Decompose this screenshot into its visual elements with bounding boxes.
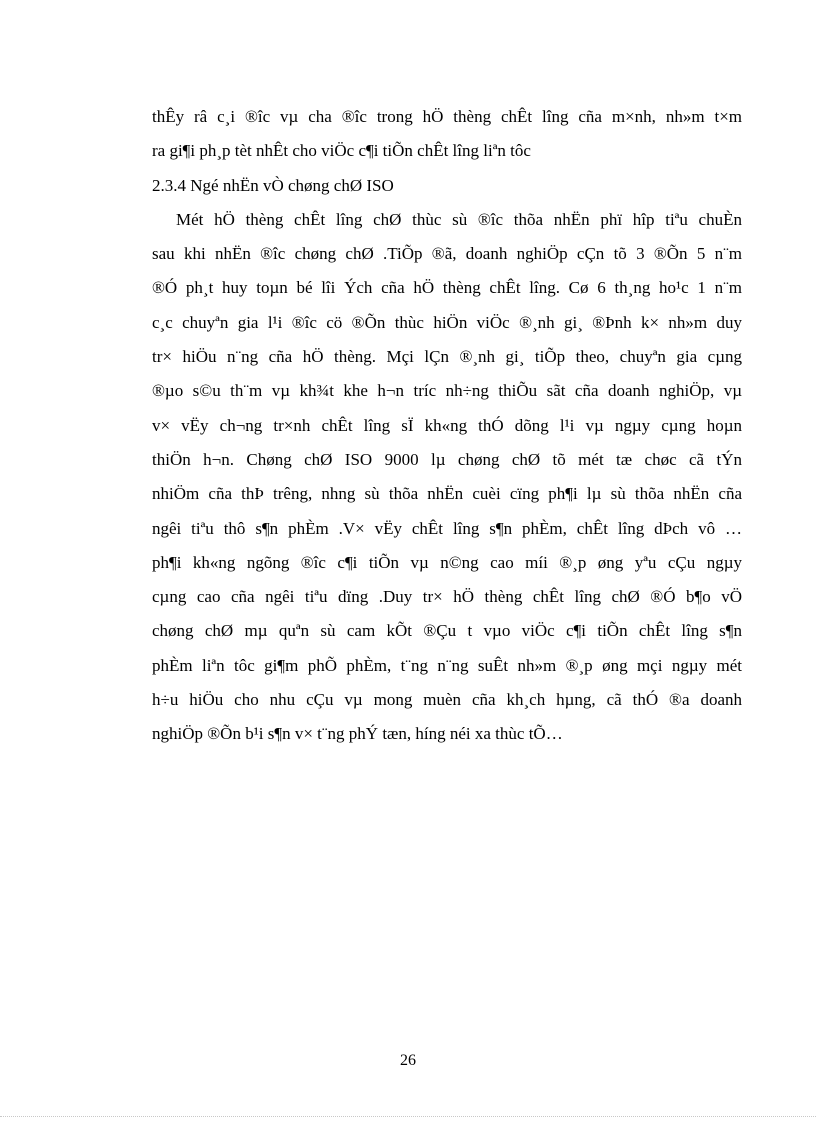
paragraph-line-3: ®Ó ph¸t huy toµn bé lîi Ých cña hÖ thèng chÊt lîng. Cø 6 th¸ng ho¹c 1 n¨m [152,278,742,298]
section-heading: 2.3.4 Ngé nhËn vÒ chøng chØ ISO [152,175,394,195]
page-number: 26 [400,1052,416,1069]
paragraph-line-12: cµng cao cña ngêi tiªu dïng .Duy tr× hÖ thèng chÊt lîng chØ ®Ó b¶o vÖ [152,587,742,607]
text-line-2: ra gi¶i ph¸p tèt nhÊt cho viÖc c¶i tiÕn chÊt lîng liªn tôc [152,141,531,161]
paragraph-line-15: h÷u hiÖu cho nhu cÇu vµ mong muèn cña kh¸ch hµng, cã thÓ ®a doanh [152,690,742,710]
paragraph-line-10: ngêi tiªu thô s¶n phÈm .V× vËy chÊt lîng s¶n phÈm, chÊt lîng dÞch vô … [152,518,742,538]
body-text [152,100,742,752]
paragraph-line-6: ®µo s©u th¨m vµ kh¾t khe h¬n tríc nh÷ng thiÕu sãt cña doanh nghiÖp, vµ [152,381,742,401]
paragraph-line-4: c¸c chuyªn gia l¹i ®îc cö ®Õn thùc hiÖn viÖc ®¸nh gi¸ ®Þnh k× nh»m duy [152,312,742,332]
paragraph-line-14: phÈm liªn tôc gi¶m phÕ phÈm, t¨ng n¨ng suÊt nh»m ®¸p øng mçi ngµy mét [152,655,742,675]
paragraph-line-9: nhiÖm cña thÞ trêng, nhng sù thõa nhËn cuèi cïng ph¶i lµ sù thõa nhËn cña [152,484,742,504]
paragraph-line-7: v× vËy ch¬ng tr×nh chÊt lîng sÏ kh«ng thÓ dõng l¹i vµ ngµy cµng hoµn [152,415,742,435]
paragraph-line-1: Mét hÖ thèng chÊt lîng chØ thùc sù ®îc thõa nhËn phï hîp tiªu chuÈn [176,209,742,229]
paragraph-line-2: sau khi nhËn ®îc chøng chØ .TiÕp ®ã, doanh nghiÖp cÇn tõ 3 ®Õn 5 n¨m [152,244,742,264]
paragraph-line-5: tr× hiÖu n¨ng cña hÖ thèng. Mçi lÇn ®¸nh gi¸ tiÕp theo, chuyªn gia cµng [152,347,742,367]
text-line-1: thÊy râ c¸i ®îc vµ cha ®îc trong hÖ thèng chÊt lîng cña m×nh, nh»m t×m [152,107,742,126]
paragraph-line-13: chøng chØ mµ quªn sù cam kÕt ®Çu t vµo viÖc c¶i tiÕn chÊt lîng s¶n [152,621,742,641]
page-bottom-divider [0,1116,816,1117]
paragraph-line-11: ph¶i kh«ng ngõng ®îc c¶i tiÕn vµ n©ng cao míi ®¸p øng yªu cÇu ngµy [152,552,742,572]
paragraph-line-8: thiÖn h¬n. Chøng chØ ISO 9000 lµ chøng chØ tõ mét tæ chøc cã tÝn [152,449,742,469]
paragraph-line-16: nghiÖp ®Õn b¹i s¶n v× t¨ng phÝ tæn, híng néi xa thùc tÕ… [152,724,563,744]
